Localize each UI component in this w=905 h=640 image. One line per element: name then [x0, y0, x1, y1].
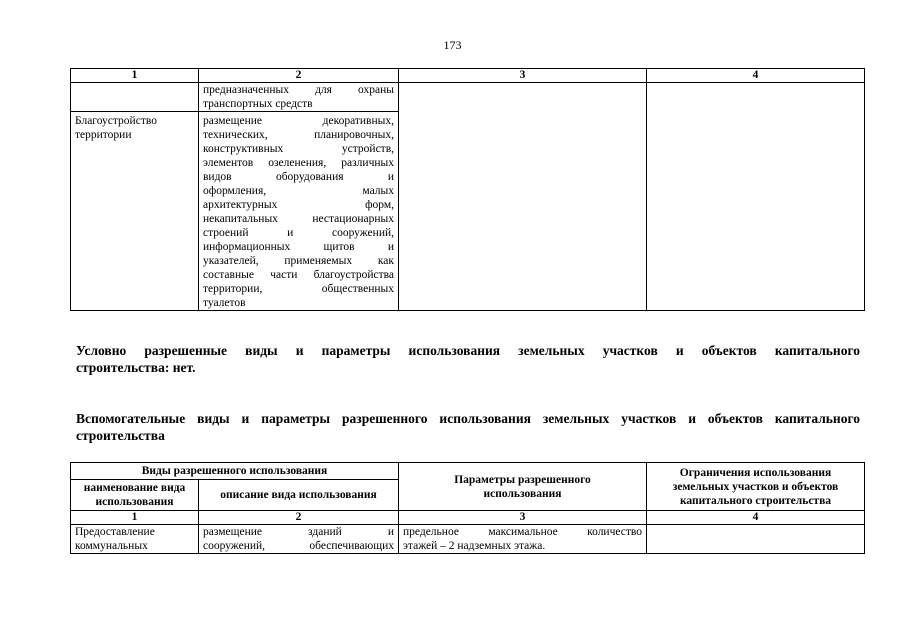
heading-line: строительства: нет.: [76, 360, 196, 375]
text-line: архитектурных форм,: [203, 199, 394, 211]
text-line: размещение декоративных,: [203, 115, 394, 127]
column-number-row: [71, 511, 865, 525]
col-number-3: 3: [399, 69, 647, 83]
col-number-4: 4: [647, 69, 865, 83]
text-line: составные части благоустройства: [203, 269, 394, 281]
text-line: коммунальных: [75, 540, 148, 552]
heading-line: строительства: [76, 428, 165, 443]
header-use-description: описание вида использования: [199, 480, 399, 511]
cell-use-name: [71, 525, 199, 554]
text-line: некапитальных нестационарных: [203, 213, 394, 225]
heading-auxiliary-uses: [76, 410, 860, 444]
header-parameters: Параметры разрешенного использования: [399, 463, 647, 511]
cell-use-name: [71, 112, 199, 311]
cell-limits-empty: [647, 83, 865, 311]
cell-parameters-empty: [399, 83, 647, 311]
text-line: этажей – 2 надземных этажа.: [403, 540, 546, 552]
page-number: 173: [443, 38, 462, 52]
text-line: видов оборудования и: [203, 171, 394, 183]
text-line: элементов озеленения, различных: [203, 157, 394, 169]
text-line: информационных щитов и: [203, 241, 394, 253]
text-line: строений и сооружений,: [203, 227, 394, 239]
column-number-row: [71, 69, 865, 83]
col-number-3: 3: [399, 511, 647, 525]
col-number-2: 2: [199, 511, 399, 525]
text-line: туалетов: [203, 297, 246, 309]
text-line: оформления, малых: [203, 185, 394, 197]
text-line: размещение зданий и: [203, 526, 394, 538]
table-row-continued: [71, 83, 865, 112]
text-line: Благоустройство: [75, 115, 157, 127]
cell-empty: [71, 83, 199, 112]
heading-line: Вспомогательные виды и параметры разрешенного использования земельных участков и объектов капитального: [76, 411, 860, 426]
col-number-1: 1: [71, 511, 199, 525]
heading-line: Условно разрешенные виды и параметры использования земельных участков и объектов капитального: [76, 343, 860, 358]
text-line: предельное максимальное количество: [403, 526, 642, 538]
cell-use-description: [199, 525, 399, 554]
text-line: территории: [75, 129, 132, 141]
auxiliary-uses-table: [70, 462, 865, 554]
cell-use-description: [199, 112, 399, 311]
header-permitted-uses: Виды разрешенного использования: [71, 463, 399, 480]
col-number-2: 2: [199, 69, 399, 83]
text-line: предназначенных для охраны: [203, 84, 394, 96]
header-limits: Ограничения использования земельных участков и объектов капитального строительства: [647, 463, 865, 511]
text-line: указателей, применяемых как: [203, 255, 394, 267]
text-line: Предоставление: [75, 526, 155, 538]
header-use-name: наименование вида использования: [71, 480, 199, 511]
col-number-1: 1: [71, 69, 199, 83]
text-line: территории, общественных: [203, 283, 394, 295]
text-line: конструктивных устройств,: [203, 143, 394, 155]
header-row-group: [71, 463, 865, 480]
table-row-utilities: [71, 525, 865, 554]
heading-conditional-uses: [76, 342, 860, 376]
text-line: технических, планировочных,: [203, 129, 394, 141]
col-number-4: 4: [647, 511, 865, 525]
text-line: транспортных средств: [203, 98, 313, 110]
cell-parameters: [399, 525, 647, 554]
cell-limits-empty: [647, 525, 865, 554]
text-line: сооружений, обеспечивающих: [203, 540, 394, 552]
permitted-uses-table-continued: [70, 68, 865, 311]
cell-description-continued: [199, 83, 399, 112]
